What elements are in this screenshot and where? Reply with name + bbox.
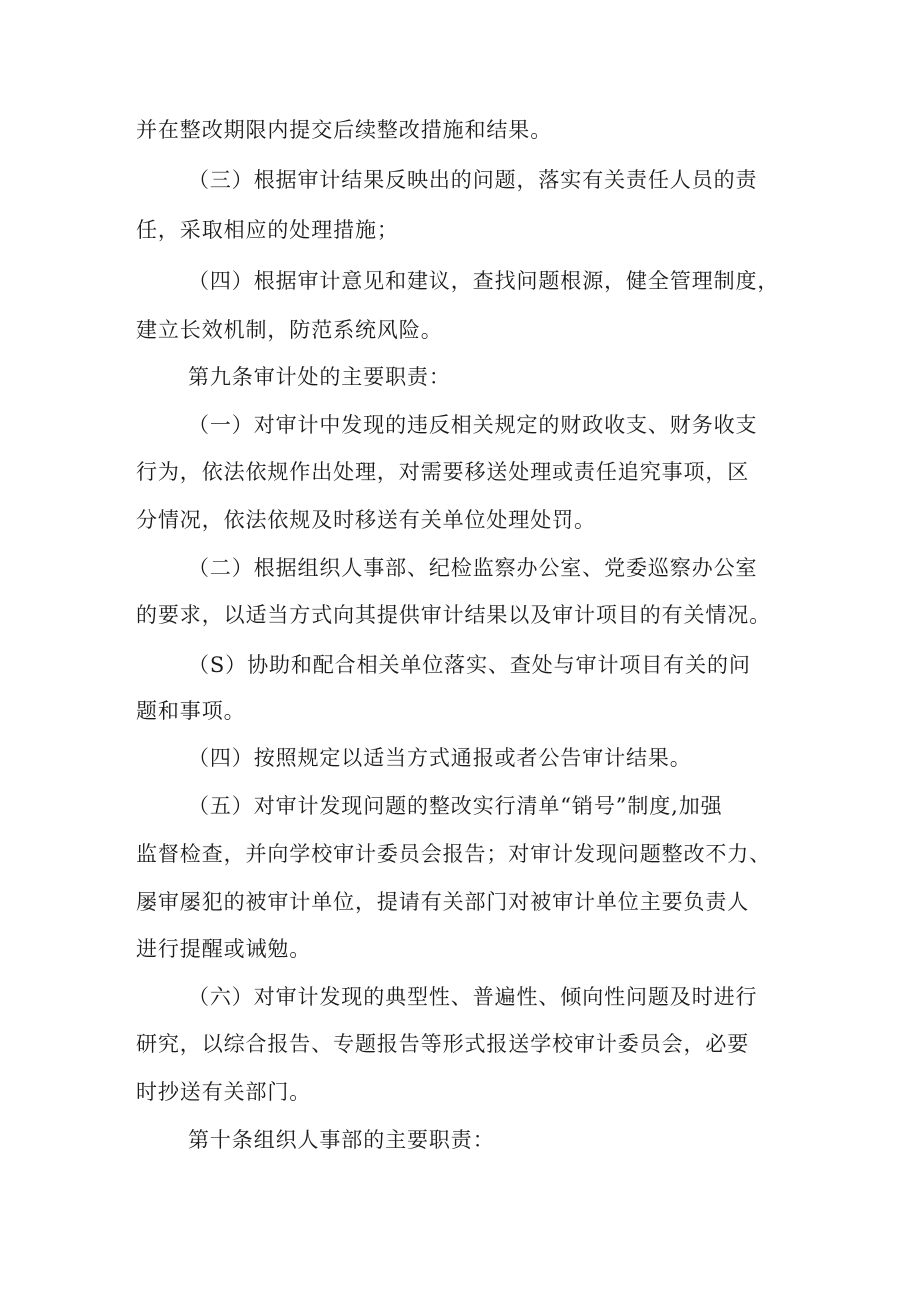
paragraph-line: 监督检查，并向学校审计委员会报告；对审计发现问题整改不力、 <box>136 842 772 866</box>
paragraph-line: （二）根据组织人事部、纪检监察办公室、党委巡察办公室 <box>188 556 758 580</box>
paragraph-line: （四）根据审计意见和建议，查找问题根源，健全管理制度， <box>188 269 780 293</box>
paragraph-line: 任，采取相应的处理措施； <box>136 218 399 242</box>
paragraph-line: （五）对审计发现问题的整改实行清单“销号”制度,加强 <box>188 794 723 818</box>
paragraph-line: （S）协助和配合相关单位落实、查处与审计项目有关的问 <box>188 653 751 677</box>
paragraph-line: 分情况，依法依规及时移送有关单位处理处罚。 <box>136 508 596 532</box>
paragraph-line: 建立长效机制，防范系统风险。 <box>136 318 443 342</box>
paragraph-line: 并在整改期限内提交后续整改措施和结果。 <box>136 118 553 142</box>
paragraph-line: （四）按照规定以适当方式通报或者公告审计结果。 <box>188 746 692 770</box>
paragraph-line: （六）对审计发现的典型性、普遍性、倾向性问题及时进行 <box>188 985 758 1009</box>
paragraph-line: 题和事项。 <box>136 699 246 723</box>
paragraph-line: 屡审屡犯的被审计单位，提请有关部门对被审计单位主要负责人 <box>136 890 750 914</box>
paragraph-line: 的要求，以适当方式向其提供审计结果以及审计项目的有关情况。 <box>136 603 772 627</box>
article-heading: 第十条组织人事部的主要职责： <box>188 1128 495 1152</box>
paragraph-line: （三）根据审计结果反映出的问题，落实有关责任人员的责 <box>188 168 758 192</box>
paragraph-line: 时抄送有关部门。 <box>136 1080 312 1104</box>
paragraph-line: 行为，依法依规作出处理，对需要移送处理或责任追究事项，区 <box>136 460 750 484</box>
paragraph-line: （一）对审计中发现的违反相关规定的财政收支、财务收支 <box>188 413 758 437</box>
paragraph-line: 研究，以综合报告、专题报告等形式报送学校审计委员会，必要 <box>136 1032 750 1056</box>
paragraph-line: 进行提醒或诫勉。 <box>136 937 312 961</box>
article-heading: 第九条审计处的主要职责： <box>188 365 451 389</box>
